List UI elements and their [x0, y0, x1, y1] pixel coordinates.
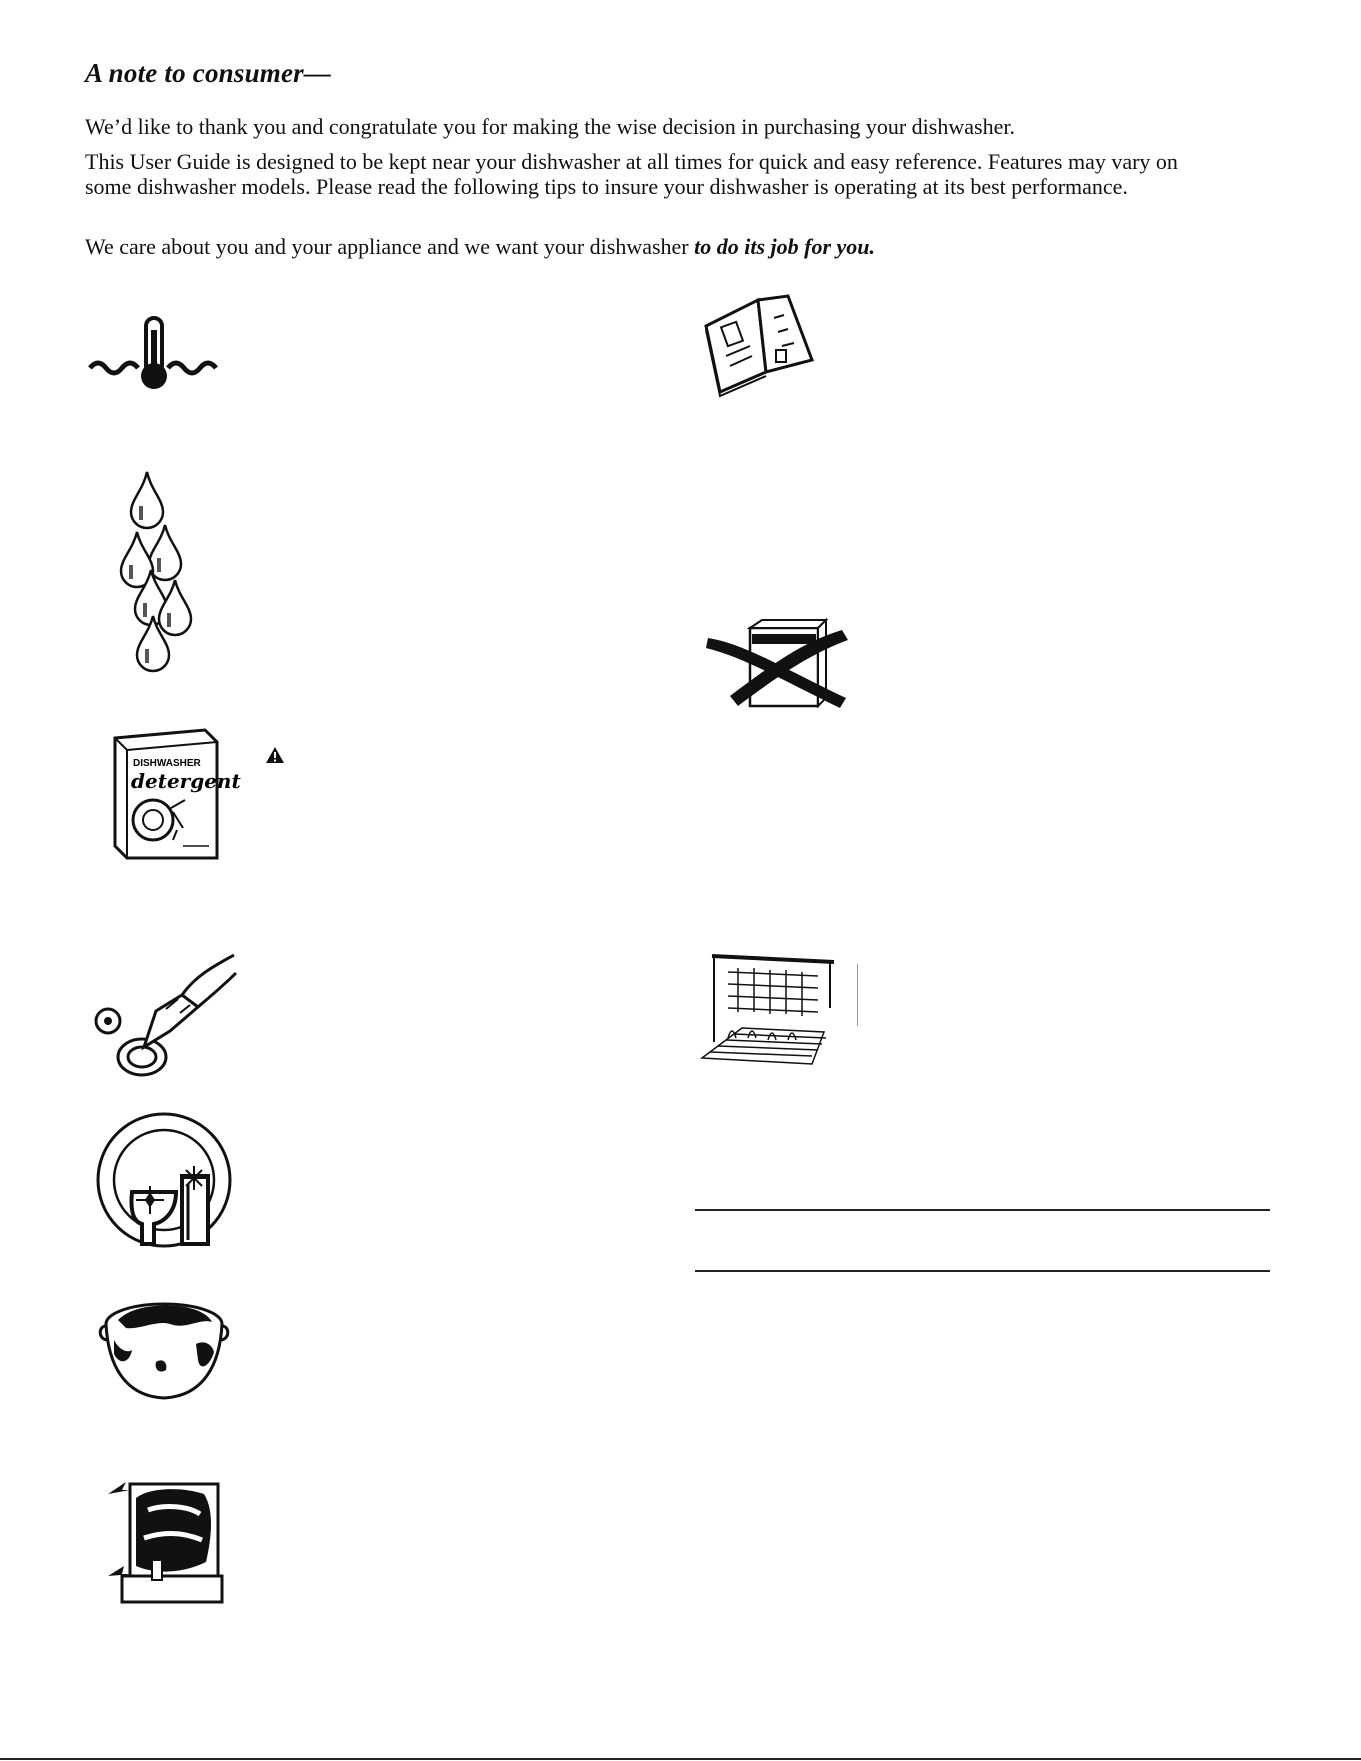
user-guide-book-icon: [702, 296, 814, 396]
detergent-box-label: detergent: [131, 769, 241, 793]
dirty-pot-icon: [96, 1300, 232, 1402]
care-emphasis: to do its job for you.: [694, 234, 876, 259]
intro-paragraph-care: [85, 234, 1215, 259]
care-text: We care about you and your appliance and we want your dishwasher: [85, 234, 695, 259]
detergent-box-icon: [113, 728, 241, 860]
rule-top: [695, 1209, 1270, 1211]
dishwasher-racks-icon: [698, 952, 834, 1066]
intro-paragraph-thanks: We’d like to thank you and congratulate you for making the wise decision in purchasing your dishwasher.: [85, 114, 1015, 139]
warning-triangle-icon: [265, 746, 285, 764]
thermometer-icon: [88, 316, 228, 392]
rinse-aid-bottle-icon: [86, 955, 236, 1083]
no-dishwasher-icon: [706, 618, 850, 710]
page-title: A note to consumer—: [85, 58, 332, 88]
rack-divider: [857, 964, 858, 1026]
page-bottom-rule: [0, 1758, 1361, 1760]
water-drops-icon: [115, 470, 195, 670]
sparkling-dishes-icon: [96, 1112, 232, 1248]
dishwasher-filter-icon: [108, 1480, 222, 1604]
intro-paragraph-guide: This User Guide is designed to be kept near your dishwasher at all times for quick and easy reference. Features may vary on some dishwasher models. Please read the following tips to insure your dishwasher is operating at its best performance.: [85, 149, 1178, 199]
detergent-box-brand: DISHWASHER: [133, 758, 201, 769]
rule-bottom: [695, 1270, 1270, 1272]
